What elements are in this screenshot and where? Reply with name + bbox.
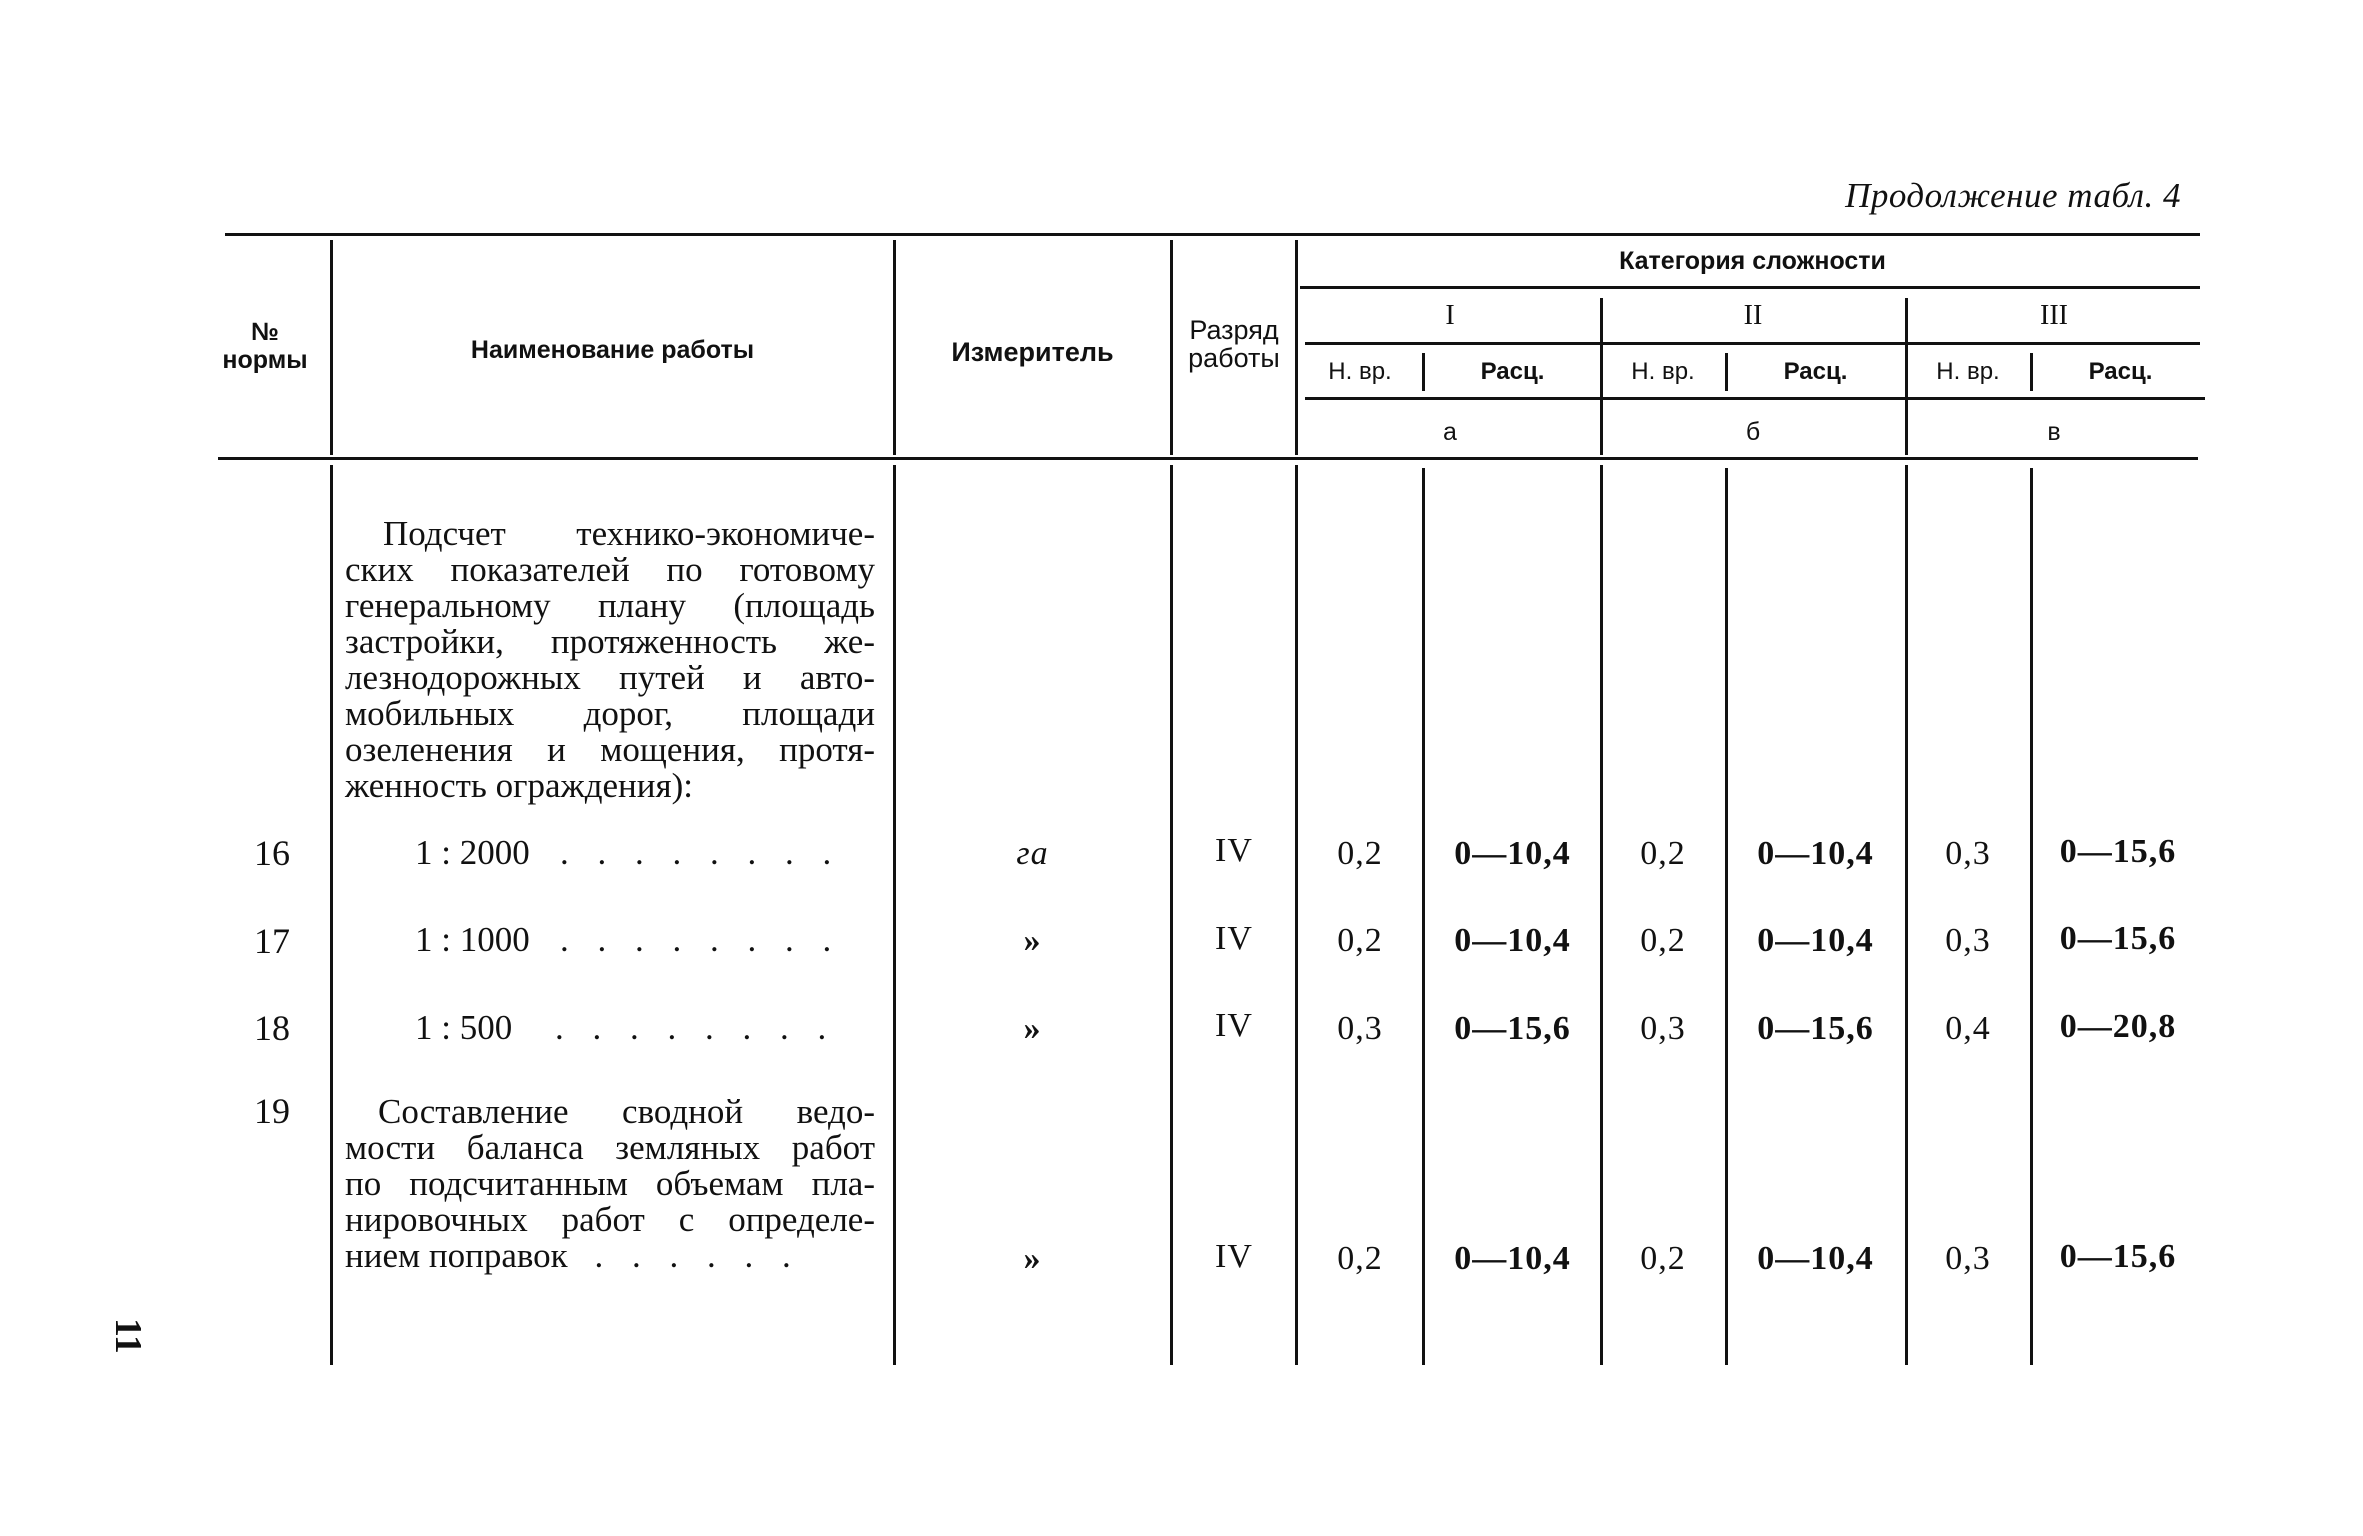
row-19-line: мости баланса земляных работ <box>345 1128 875 1167</box>
body-divider-name <box>893 465 896 1365</box>
row-16-scale: 1 : 2000 <box>415 833 530 872</box>
body-divider-b <box>1725 468 1728 1365</box>
subheader-rule <box>1305 397 2205 400</box>
header-cat-iii: III <box>2040 300 2068 331</box>
header-divider-grade <box>1295 240 1298 455</box>
header-no <box>205 318 325 374</box>
row-18-v-rate: 0—20,8 <box>2059 1008 2177 1045</box>
row-18-leader-dots: . . . . . . . . <box>555 1008 837 1047</box>
row-19-v-time: 0,3 <box>1945 1240 1991 1277</box>
row-17-scale: 1 : 1000 <box>415 920 530 959</box>
header-work-name: Наименование работы <box>470 336 755 364</box>
row-18-a-rate: 0—15,6 <box>1454 1010 1571 1047</box>
row-18-unit: » <box>1023 1010 1042 1047</box>
row-16-number: 16 <box>254 833 290 873</box>
header-no-line1: № <box>251 318 279 346</box>
row-17-b-time: 0,2 <box>1640 922 1686 959</box>
row-16-a-time: 0,2 <box>1337 835 1383 872</box>
page-number: 11 <box>107 1318 149 1354</box>
intro-line: лезнодорожных путей и авто- <box>345 658 875 697</box>
row-16-b-time: 0,2 <box>1640 835 1686 872</box>
body-divider-a <box>1422 468 1425 1365</box>
row-19-b-time: 0,2 <box>1640 1240 1686 1277</box>
intro-line: ских показателей по готовому <box>345 550 875 589</box>
table-caption: Продолжение табл. 4 <box>1845 176 2181 215</box>
intro-line: мобильных дорог, площади <box>345 694 875 733</box>
header-cat-i: I <box>1445 300 1455 331</box>
row-19-description <box>345 1094 875 1274</box>
body-divider-no <box>330 465 333 1365</box>
row-19-line: по подсчитанным объемам пла- <box>345 1164 875 1203</box>
row-19-unit: » <box>1023 1240 1042 1277</box>
row-18-number: 18 <box>254 1008 290 1048</box>
body-divider-cat-i <box>1600 465 1603 1365</box>
header-rate-v: Расц. <box>2088 358 2153 385</box>
row-17-a-rate: 0—10,4 <box>1454 922 1571 959</box>
row-17-v-time: 0,3 <box>1945 922 1991 959</box>
row-19-b-rate: 0—10,4 <box>1757 1240 1874 1277</box>
header-cat-ii: II <box>1743 300 1763 331</box>
header-grade-line2: работы <box>1188 343 1280 373</box>
header-letter-b: б <box>1745 418 1761 446</box>
intro-line: женность ограждения): <box>345 766 693 805</box>
header-divider-no <box>330 240 333 455</box>
row-17-a-time: 0,2 <box>1337 922 1383 959</box>
row-18-scale: 1 : 500 <box>415 1008 513 1047</box>
header-unit: Измеритель <box>951 337 1114 367</box>
row-17-b-rate: 0—10,4 <box>1757 922 1874 959</box>
header-category: Категория сложности <box>1619 247 1886 275</box>
row-19-v-rate: 0—15,6 <box>2059 1238 2177 1275</box>
header-no-line2: нормы <box>222 346 308 374</box>
row-17-number: 17 <box>254 921 290 961</box>
header-letter-v: в <box>2047 418 2061 446</box>
header-divider-unit <box>1170 240 1173 455</box>
row-18-a-time: 0,3 <box>1337 1010 1383 1047</box>
header-grade-line1: Разряд <box>1189 315 1279 345</box>
row-16-grade: IV <box>1215 832 1253 869</box>
row-17-v-rate: 0—15,6 <box>2059 920 2177 957</box>
row-16-v-time: 0,3 <box>1945 835 1991 872</box>
intro-description <box>345 516 875 804</box>
header-norm-time-b: Н. вр. <box>1631 358 1695 385</box>
body-divider-unit <box>1170 465 1173 1365</box>
row-17-leader-dots: . . . . . . . . <box>560 920 842 959</box>
body-divider-grade <box>1295 465 1298 1365</box>
row-19-grade: IV <box>1215 1238 1253 1275</box>
header-grade <box>1175 316 1293 372</box>
row-16-unit: га <box>1016 835 1049 872</box>
row-19-line: Составление сводной ведо- <box>378 1092 875 1131</box>
row-16-a-rate: 0—10,4 <box>1454 835 1571 872</box>
category-rule <box>1300 286 2200 289</box>
table-top-rule <box>225 233 2200 236</box>
body-divider-v <box>2030 468 2033 1365</box>
header-bottom-rule <box>218 457 2198 460</box>
intro-line: озеленения и мощения, протя- <box>345 730 875 769</box>
row-19-line-last <box>345 1238 875 1274</box>
row-18-b-rate: 0—15,6 <box>1757 1010 1874 1047</box>
header-rate-a: Расц. <box>1480 358 1545 385</box>
row-19-line: нием поправок <box>345 1236 568 1275</box>
header-norm-time-a: Н. вр. <box>1328 358 1392 385</box>
row-18-v-time: 0,4 <box>1945 1010 1991 1047</box>
row-19-leader-dots: . . . . . . <box>594 1236 801 1275</box>
intro-line: генеральному плану (площадь <box>345 586 875 625</box>
header-norm-time-v: Н. вр. <box>1936 358 2000 385</box>
subcategory-rule <box>1305 342 2200 345</box>
row-16-leader-dots: . . . . . . . . <box>560 833 842 872</box>
row-16-v-rate: 0—15,6 <box>2059 833 2177 870</box>
row-17-unit: » <box>1023 922 1042 959</box>
row-19-a-rate: 0—10,4 <box>1454 1240 1571 1277</box>
intro-line: застройки, протяженность же- <box>345 622 875 661</box>
row-17-grade: IV <box>1215 920 1253 957</box>
row-19-number: 19 <box>254 1091 290 1131</box>
row-18-b-time: 0,3 <box>1640 1010 1686 1047</box>
header-letter-a: а <box>1443 418 1457 446</box>
row-18-grade: IV <box>1215 1007 1253 1044</box>
body-divider-cat-ii <box>1905 465 1908 1365</box>
header-rate-b: Расц. <box>1783 358 1848 385</box>
header-divider-name <box>893 240 896 455</box>
row-19-a-time: 0,2 <box>1337 1240 1383 1277</box>
intro-line: Подсчет технико-экономиче- <box>383 514 875 553</box>
row-16-b-rate: 0—10,4 <box>1757 835 1874 872</box>
row-19-line: нировочных работ с определе- <box>345 1200 875 1239</box>
